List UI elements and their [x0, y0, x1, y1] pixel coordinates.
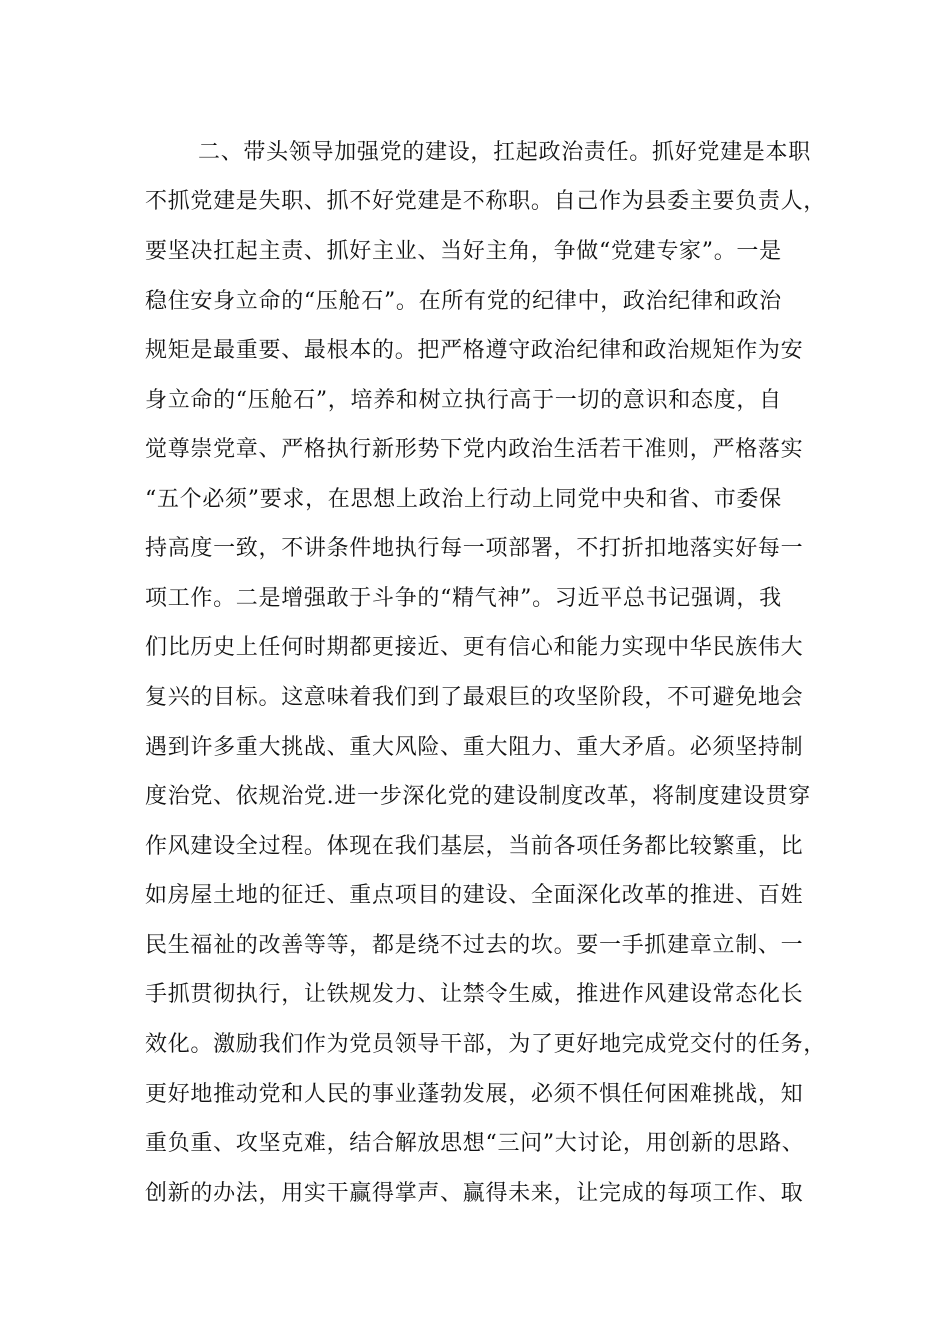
paragraph-line: 更好地推动党和人民的事业蓬勃发展，必须不惧任何困难挑战，知 — [145, 1082, 804, 1107]
paragraph-line: 作风建设全过程。体现在我们基层，当前各项任务都比较繁重，比 — [145, 834, 804, 859]
paragraph-line: 效化。激励我们作为党员领导干部，为了更好地完成党交付的任务， — [145, 1032, 827, 1057]
paragraph-line: 复兴的目标。这意味着我们到了最艰巨的攻坚阶段，不可避免地会 — [145, 685, 804, 710]
paragraph-line: 不抓党建是失职、抓不好党建是不称职。自己作为县委主要负责人， — [145, 189, 827, 214]
paragraph-line: 觉尊崇党章、严格执行新形势下党内政治生活若干准则，严格落实 — [145, 437, 804, 462]
paragraph-line: 身立命的“压舱石”，培养和树立执行高于一切的意识和态度，自 — [145, 388, 782, 413]
paragraph-line: “五个必须”要求，在思想上政治上行动上同党中央和省、市委保 — [145, 487, 782, 512]
paragraph-line: 遇到许多重大挑战、重大风险、重大阻力、重大矛盾。必须坚持制 — [145, 735, 804, 760]
paragraph-line: 二、带头领导加强党的建设，扛起政治责任。抓好党建是本职 — [198, 140, 811, 165]
paragraph-line: 要坚决扛起主责、抓好主业、当好主角，争做“党建专家”。一是 — [145, 239, 782, 264]
paragraph-line: 持高度一致，不讲条件地执行每一项部署，不打折扣地落实好每一 — [145, 536, 804, 561]
paragraph-line: 们比历史上任何时期都更接近、更有信心和能力实现中华民族伟大 — [145, 635, 804, 660]
paragraph-line: 民生福祉的改善等等，都是绕不过去的坎。要一手抓建章立制、一 — [145, 933, 804, 958]
paragraph-line: 规矩是最重要、最根本的。把严格遵守政治纪律和政治规矩作为安 — [145, 338, 804, 363]
paragraph-line: 重负重、攻坚克难，结合解放思想“三问”大讨论，用创新的思路、 — [145, 1131, 805, 1156]
paragraph-line: 手抓贯彻执行，让铁规发力、让禁令生威，推进作风建设常态化长 — [145, 982, 804, 1007]
paragraph-line: 度治党、依规治党.进一步深化党的建设制度改革，将制度建设贯穿 — [145, 784, 811, 809]
paragraph-line: 如房屋土地的征迁、重点项目的建设、全面深化改革的推进、百姓 — [145, 883, 804, 908]
paragraph-line: 创新的办法，用实干赢得掌声、赢得未来，让完成的每项工作、取 — [145, 1181, 804, 1206]
paragraph-line: 项工作。二是增强敢于斗争的“精气神”。习近平总书记强调，我 — [145, 586, 782, 611]
paragraph-line: 稳住安身立命的“压舱石”。在所有党的纪律中，政治纪律和政治 — [145, 289, 782, 314]
